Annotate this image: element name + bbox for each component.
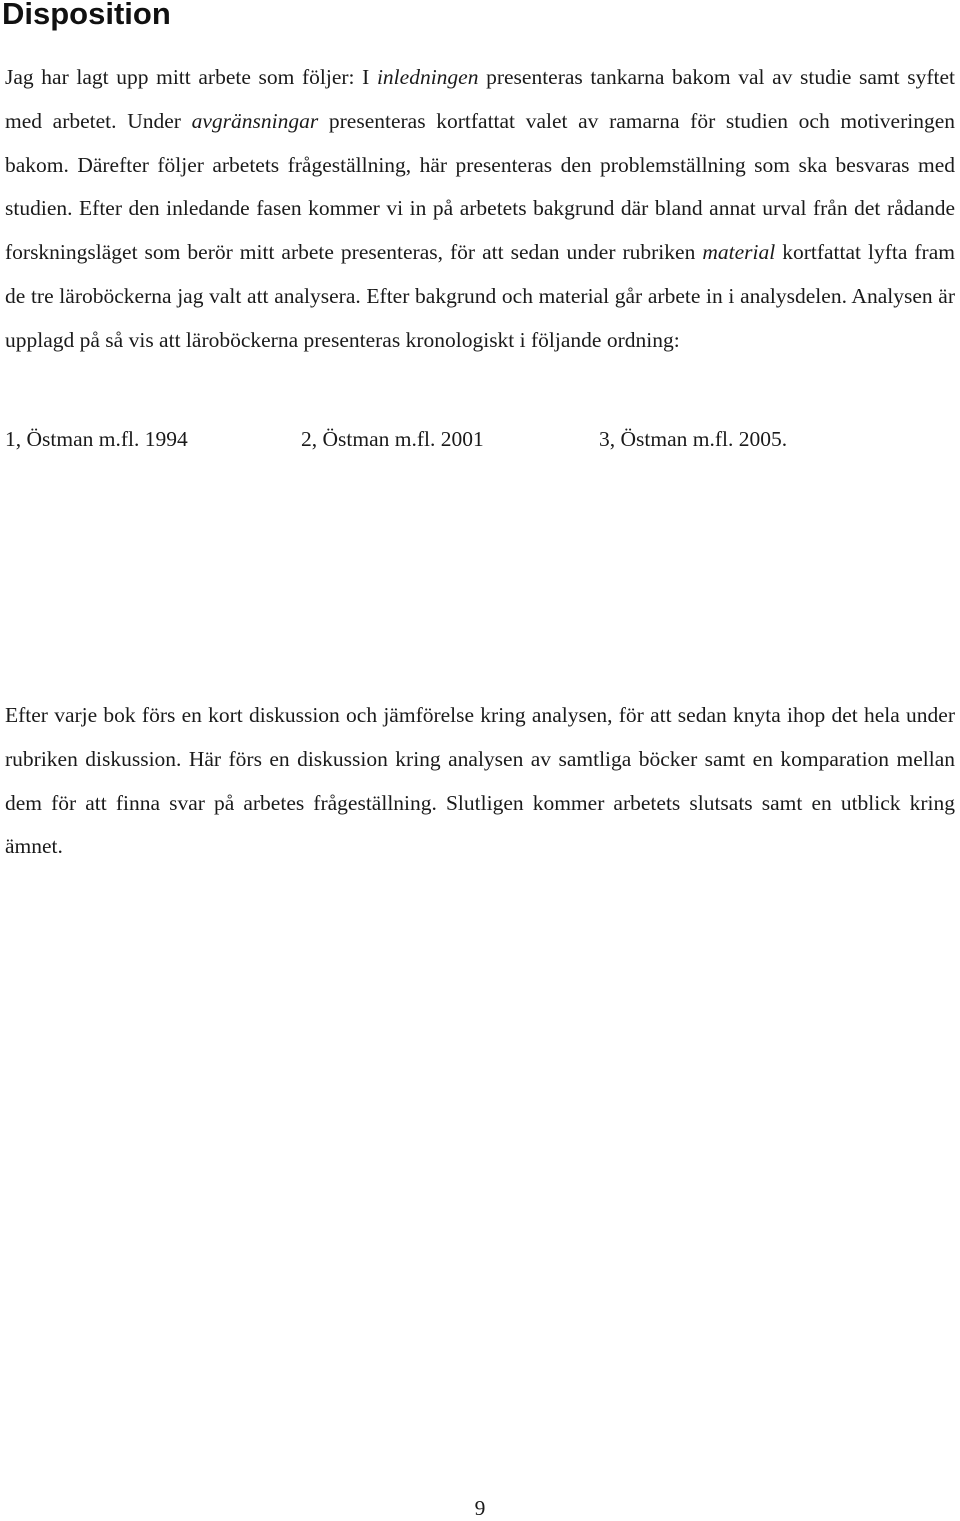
book-order-list [5, 424, 955, 454]
italic-term-material: material [702, 240, 776, 265]
paragraph-text: presenteras tankarna bakom val av studie samt syftet med arbetet. Under [5, 65, 956, 133]
paragraph-text: presenteras kortfattat valet av ramarna för studien och motiveringen bakom. Därefter följer arbetets frågeställning, här presenteras den problemställning som ska besvaras med studien. Efter den inledande fasen kommer vi in på arbetets bakgrund där bland annat urval från det rådande forskningsläget som berör mitt arbete presenteras, för att sedan under rubriken [5, 108, 955, 265]
italic-term-inledningen: inledningen [376, 65, 479, 89]
section-heading: Disposition [2, 0, 171, 31]
page-number: 9 [474, 1496, 486, 1520]
book-item: 3, Östman m.fl. 2005. [599, 427, 788, 451]
paragraph-text: Jag har lagt upp mitt arbete som följer: I [5, 65, 377, 89]
discussion-paragraph: Efter varje bok förs en kort diskussion och jämförelse kring analysen, för att sedan knyta ihop det hela under rubriken diskussion. Här förs en diskussion kring analysen av samtliga böcker samt en komparation mellan dem för att finna svar på arbetes frågeställning. Slutligen kommer arbetets slutsats samt en utblick kring ämnet. [5, 703, 955, 859]
book-item: 2, Östman m.fl. 2001 [301, 427, 484, 451]
paragraph-text: kortfattat lyfta fram de tre läroböckerna jag valt att analysera. Efter bakgrund och material går arbete in i analysdelen. Analysen är upplagd på så vis att läroböckerna presenteras kronologiskt i följande ordning: [5, 240, 955, 352]
italic-term-avgransningar: avgränsningar [191, 108, 319, 133]
book-item: 1, Östman m.fl. 1994 [5, 427, 188, 451]
intro-paragraph [5, 56, 955, 363]
